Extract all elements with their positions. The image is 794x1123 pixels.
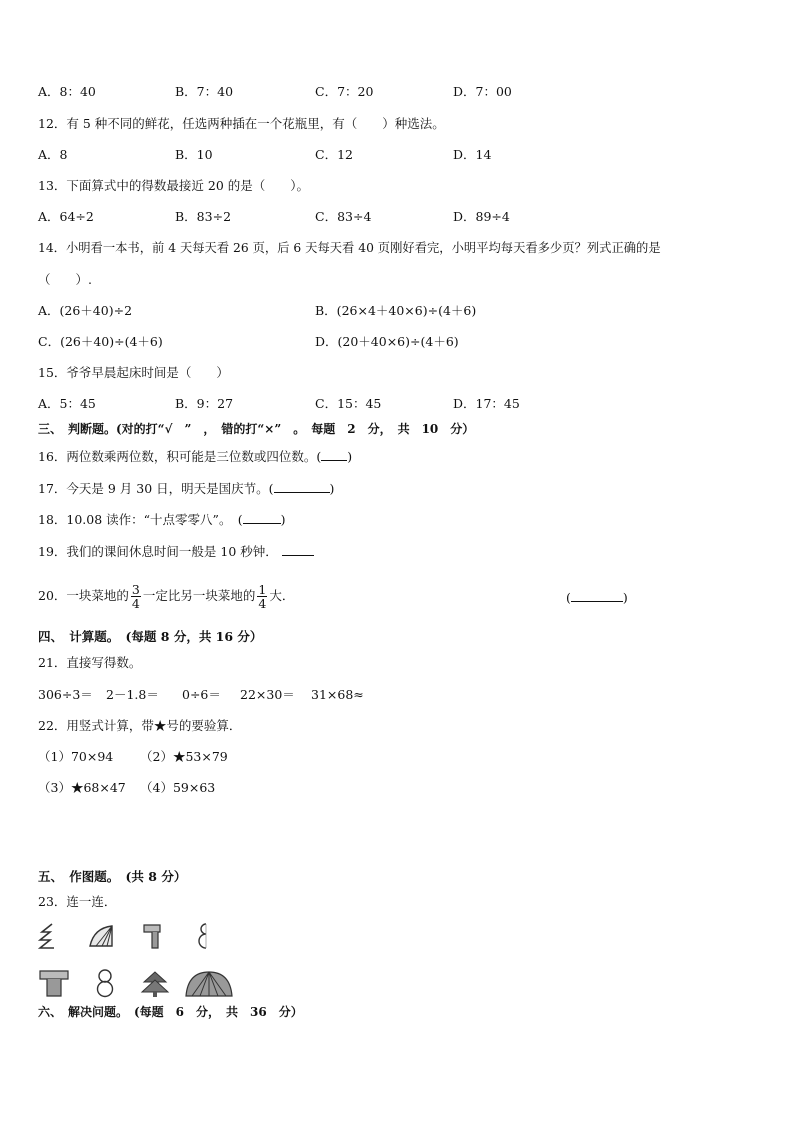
q21-stem: 21．直接写得数。 [38, 655, 142, 670]
umbrella-icon[interactable] [184, 970, 234, 998]
q15-stem: 15．爷爷早晨起床时间是（ ） [38, 365, 229, 380]
q20-fraction-1-denominator: 4 [131, 596, 140, 611]
tree-icon[interactable] [140, 970, 170, 998]
q14-option-d: D．(20＋40×6)÷(4＋6) [315, 334, 459, 349]
q23-stem: 23．连一连． [38, 894, 117, 909]
q20-prefix: 20．一块菜地的 [38, 588, 129, 603]
q21-item-5: 31×68≈ [311, 687, 364, 702]
q15-option-d: D．17：45 [453, 396, 520, 411]
q14-option-a: A．(26＋40)÷2 [38, 303, 133, 318]
section-3-heading: 三、 判断题。(对的打“√ ” ， 错的打“×” 。 每题 2 分， 共 10 分） [38, 422, 475, 436]
q19-answer-blank[interactable] [282, 543, 314, 556]
half-house-icon[interactable] [142, 922, 162, 950]
q20-answer-blank[interactable] [571, 589, 623, 602]
q15-option-b: B．9：27 [175, 396, 234, 411]
q20-suffix: 大． [269, 588, 295, 603]
half-tree-icon[interactable] [38, 922, 60, 950]
q12-stem: 12．有 5 种不同的鲜花，任选两种插在一个花瓶里，有（ ）种选法。 [38, 116, 445, 131]
q20-fraction-2-denominator: 4 [258, 596, 267, 611]
q22-stem: 22．用竖式计算，带★号的要验算． [38, 718, 242, 733]
q21-item-3: 0÷6＝ [182, 687, 221, 702]
half-umbrella-icon[interactable] [86, 924, 114, 948]
q11-option-a: A．8：40 [38, 84, 96, 99]
q20-fraction-2 [257, 583, 267, 610]
q22-item-4: （4）59×63 [140, 780, 216, 795]
section-4-heading: 四、 计算题。 (每题 8 分，共 16 分） [38, 629, 263, 644]
q13-stem: 13．下面算式中的得数最接近 20 的是（ ）。 [38, 178, 310, 193]
q14-stem-line1: 14．小明看一本书，前 4 天每天看 26 页，后 6 天每天看 40 页刚好看完，小明平均每天看多少页？列式正确的是 [38, 241, 661, 255]
q13-option-c: C．83÷4 [315, 209, 372, 224]
q21-item-1: 306÷3＝ [38, 687, 93, 702]
q11-option-d: D．7：00 [453, 84, 512, 99]
q15-option-c: C．15：45 [315, 396, 382, 411]
q18 [38, 511, 285, 528]
q15-option-a: A．5：45 [38, 396, 96, 411]
q14-stem-line2: （ ）. [38, 272, 92, 287]
q20-answer [566, 589, 628, 606]
q14-option-c: C．(26＋40)÷(4＋6) [38, 334, 163, 349]
q17 [38, 480, 334, 497]
q12-option-c: C．12 [315, 147, 353, 162]
q20 [38, 576, 294, 616]
q13-option-b: B．83÷2 [175, 209, 232, 224]
q19-text: 19．我们的课间休息时间一般是 10 秒钟． [38, 544, 278, 559]
q16 [38, 448, 352, 465]
section-5-heading: 五、 作图题。 (共 8 分） [38, 869, 187, 884]
q16-answer-blank[interactable] [321, 448, 347, 461]
q17-close-paren: ) [329, 481, 335, 496]
q20-fraction-1-numerator: 3 [131, 582, 140, 597]
q16-text: 16．两位数乘两位数，积可能是三位数或四位数。( [38, 449, 322, 464]
q13-option-a: A．64÷2 [38, 209, 94, 224]
q20-fraction-1 [131, 583, 141, 610]
q22-item-1: （1）70×94 [38, 749, 114, 764]
q20-fraction-2-numerator: 1 [258, 582, 267, 597]
q11-option-c: C．7：20 [315, 84, 374, 99]
q12-option-a: A．8 [38, 147, 68, 162]
q17-text: 17．今天是 9 月 30 日，明天是国庆节。( [38, 481, 274, 496]
q18-text: 18．10.08 读作：“十点零零八”。 ( [38, 512, 243, 527]
q20-open-paren: ( [566, 590, 571, 605]
q19 [38, 543, 314, 560]
q12-option-b: B．10 [175, 147, 213, 162]
q22-item-2: （2）★53×79 [140, 749, 228, 764]
q16-close-paren: ) [347, 449, 353, 464]
half-snowman-icon[interactable] [196, 922, 212, 950]
q13-option-d: D．89÷4 [453, 209, 510, 224]
q12-option-d: D．14 [453, 147, 492, 162]
q21-item-4: 22×30＝ [240, 687, 295, 702]
q18-answer-blank[interactable] [243, 511, 281, 524]
section-6-heading: 六、 解决问题。 (每题 6 分， 共 36 分） [38, 1005, 303, 1019]
q18-close-paren: ) [280, 512, 286, 527]
q17-answer-blank[interactable] [274, 480, 330, 493]
house-icon[interactable] [38, 968, 70, 998]
q22-item-3: （3）★68×47 [38, 780, 126, 795]
q11-option-b: B．7：40 [175, 84, 234, 99]
q21-item-2: 2－1.8＝ [106, 687, 159, 702]
q14-option-b: B．(26×4＋40×6)÷(4＋6) [315, 303, 477, 318]
snowman-icon[interactable] [94, 968, 116, 998]
q20-close-paren: ) [622, 590, 628, 605]
q20-middle: 一定比另一块菜地的 [142, 588, 256, 603]
